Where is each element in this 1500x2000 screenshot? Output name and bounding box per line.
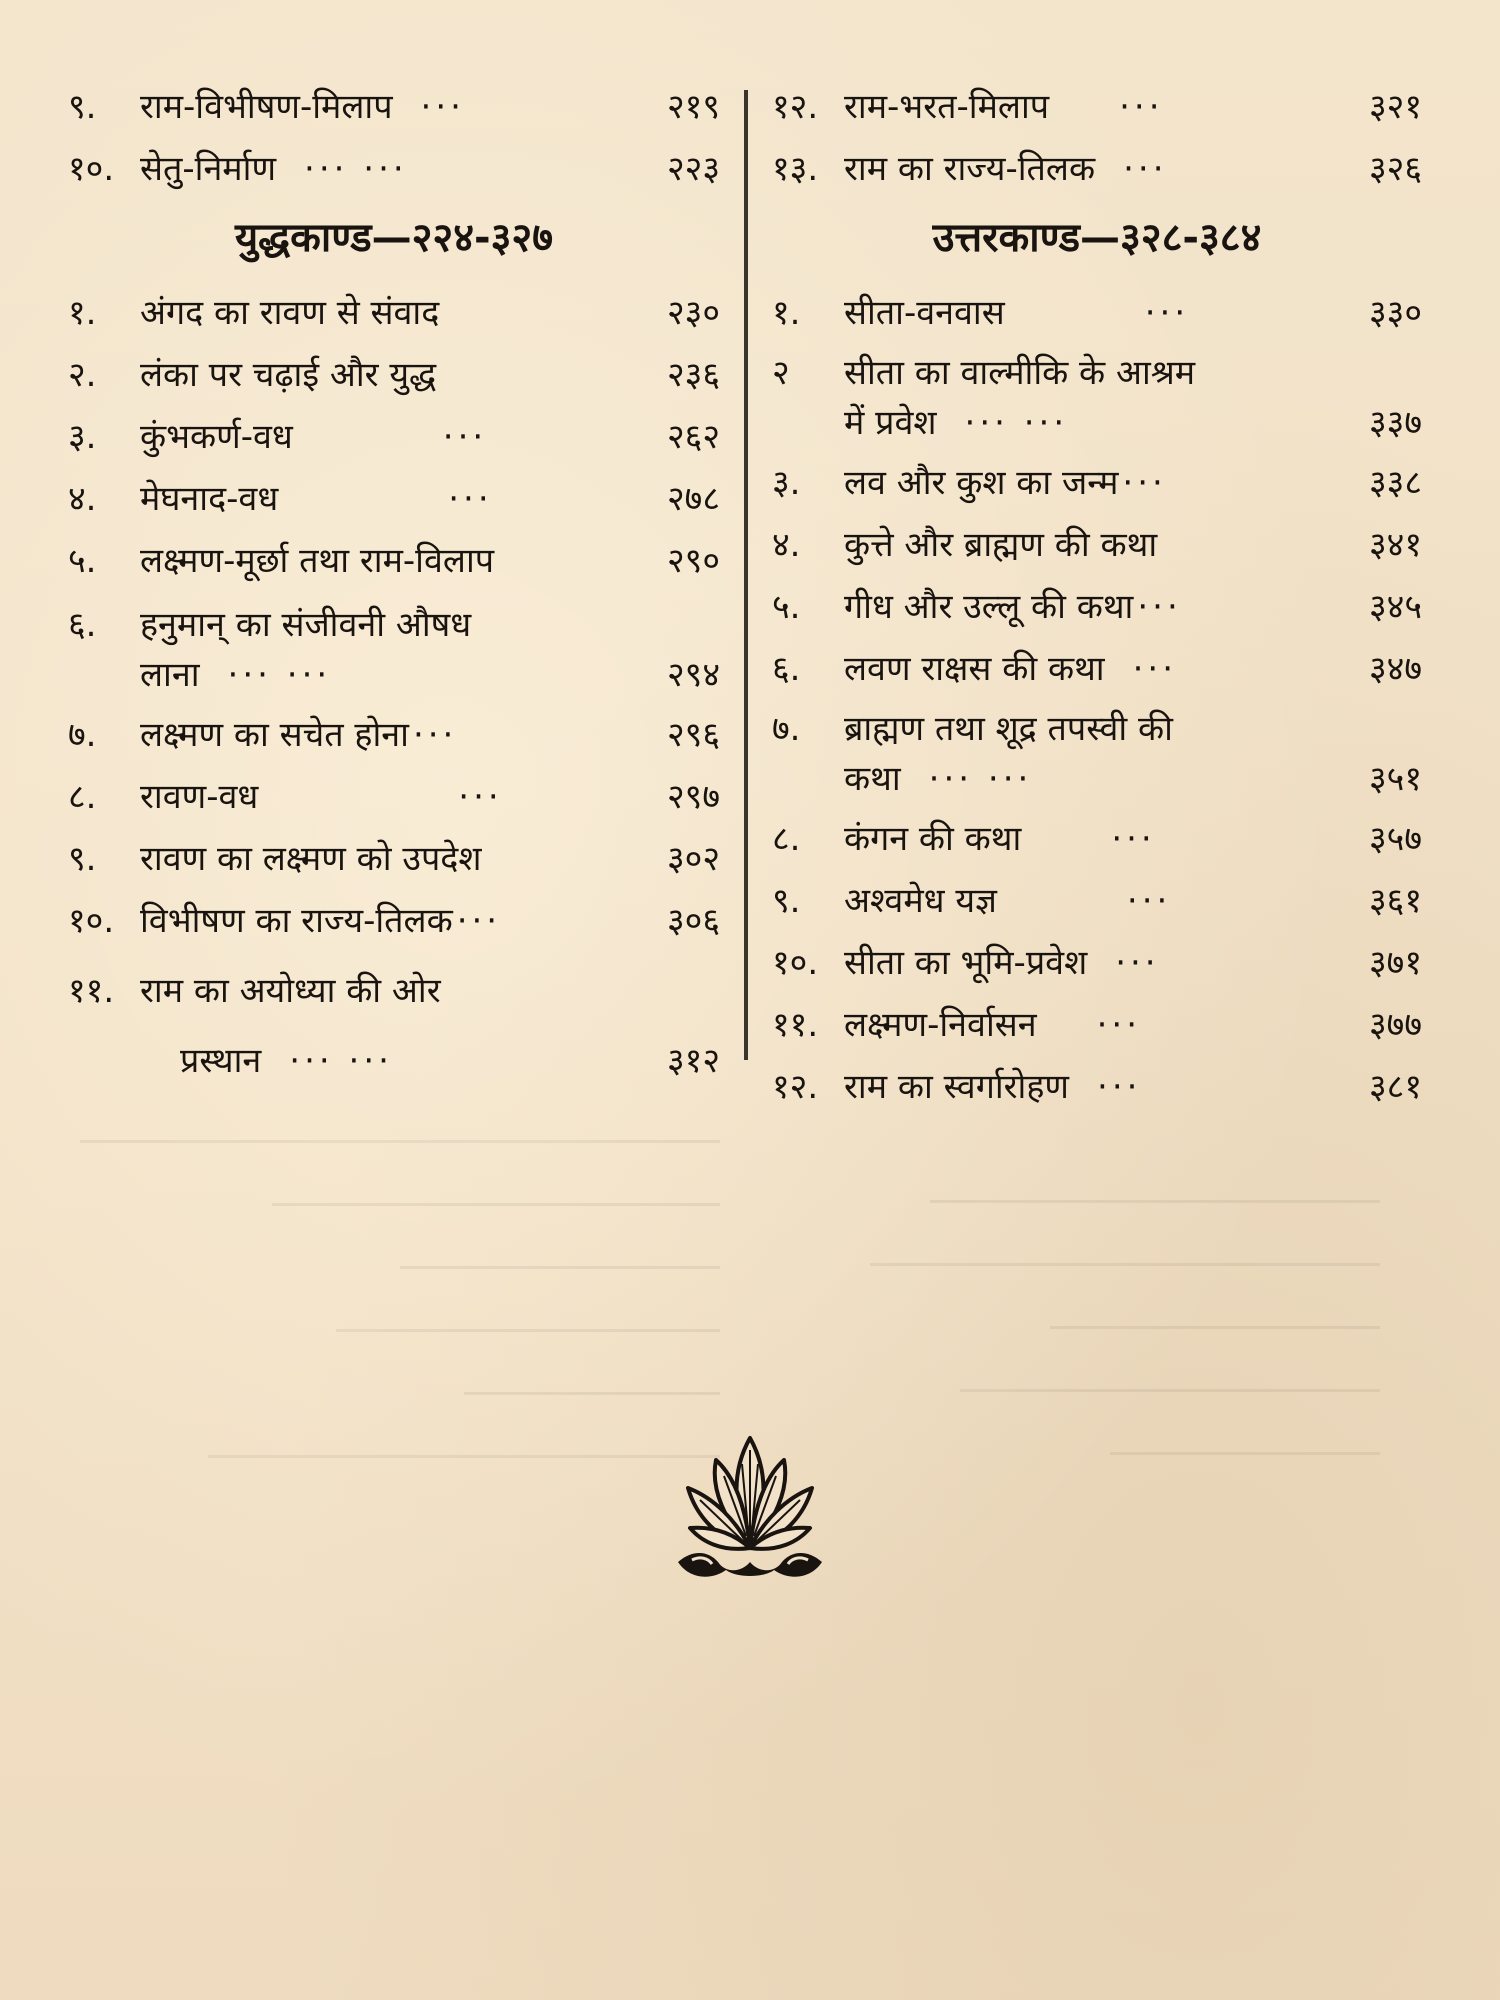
entry-page: ३५७ [1368,819,1422,859]
toc-entry [68,80,720,134]
entry-page: ३२१ [1368,87,1422,127]
entry-page: ३४७ [1368,649,1422,689]
lotus-icon [670,1430,830,1580]
toc-entry [68,832,720,886]
entry-page: ३३८ [1368,463,1422,503]
toc-entry [772,874,1422,928]
entry-page: २९४ [666,655,720,695]
toc-entry [772,80,1422,134]
leader-dots: ··· [1123,149,1168,189]
toc-entry [68,894,720,948]
leader-dots: ··· [1122,463,1167,503]
entry-number: २. [68,355,97,395]
toc-entry [772,642,1422,696]
entry-page: ३६१ [1368,881,1422,921]
leader-dots: ··· ··· [289,1041,393,1081]
entry-number: ९. [772,881,801,921]
leader-dots: ··· [448,479,493,519]
leader-dots: ··· ··· [928,759,1033,799]
entry-number: १२. [772,1067,819,1107]
entry-page: २२३ [666,149,720,189]
leader-dots: ··· [1144,293,1190,333]
entry-title-line2: में प्रवेश [844,403,937,443]
entry-number: २ [772,353,790,393]
entry-title-line2: कथा [844,759,901,799]
entry-number: ४. [68,479,97,519]
entry-title: लव और कुश का जन्म [844,463,1119,503]
entry-number: ३. [772,463,801,503]
toc-entry [68,600,720,700]
toc-entry [772,142,1422,196]
toc-entry [68,142,720,196]
entry-title: राम-भरत-मिलाप [844,87,1050,127]
entry-number: ६. [68,605,97,645]
entry-title: गीध और उल्लू की कथा [844,587,1134,627]
entry-page: ३७७ [1368,1005,1422,1045]
leader-dots: ··· ··· [227,655,332,695]
leader-dots: ··· ··· [304,149,408,189]
section-heading: उत्तरकाण्ड—३२८-३८४ [932,215,1262,261]
entry-title: राम का अयोध्या की ओर [140,971,441,1011]
leader-dots: ··· [1111,819,1156,859]
entry-title: हनुमान् का संजीवनी औषध [140,605,472,645]
toc-entry [772,580,1422,634]
entry-page: २३६ [666,355,720,395]
entry-title: रावण-वध [140,777,259,817]
entry-title: राम का स्वर्गारोहण [844,1067,1070,1107]
toc-entry [772,1060,1422,1114]
leader-dots: ··· [458,777,503,817]
entry-page: ३०६ [666,901,720,941]
column-divider [744,90,748,1060]
entry-number: १३. [772,149,819,189]
toc-entry [68,410,720,464]
toc-entry [68,534,720,588]
leader-dots: ··· [420,87,465,127]
entry-page: २९६ [666,715,720,755]
entry-page: ३७१ [1368,943,1422,983]
entry-number: ९. [68,87,97,127]
entry-title: सीता-वनवास [844,293,1005,333]
entry-page: ३३० [1368,293,1422,333]
entry-number: १०. [68,901,115,941]
entry-title: कुत्ते और ब्राह्मण की कथा [844,525,1158,565]
entry-title: लंका पर चढ़ाई और युद्ध [140,355,437,395]
entry-number: ७. [68,715,97,755]
leader-dots: ··· [1132,649,1178,689]
entry-page: २९० [666,541,720,581]
entry-page: २९७ [666,777,720,817]
entry-title: कंगन की कथा [844,819,1022,859]
leader-dots: ··· [1119,87,1164,127]
leader-dots: ··· [1097,1067,1142,1107]
entry-page: ३४१ [1368,525,1422,565]
entry-number: ८. [68,777,97,817]
left-column [68,80,720,1104]
entry-title: राम-विभीषण-मिलाप [140,87,393,127]
entry-title: सेतु-निर्माण [140,149,277,189]
leader-dots: ··· ··· [964,403,1069,443]
toc-entry [772,998,1422,1052]
entry-page: २६२ [666,417,720,457]
toc-entry [772,936,1422,990]
leader-dots: ··· [412,715,458,755]
entry-number: ३. [68,417,97,457]
entry-number: १०. [68,149,115,189]
entry-page: २१९ [666,87,720,127]
toc-entry [772,348,1422,448]
toc-entry [772,518,1422,572]
leader-dots: ··· [1126,881,1172,921]
entry-title: लक्ष्मण-निर्वासन [844,1005,1037,1045]
entry-page: ३१२ [666,1041,720,1081]
entry-number: ६. [772,649,801,689]
entry-page: २३० [666,293,720,333]
toc-entry [772,456,1422,510]
entry-title: अश्वमेध यज्ञ [844,881,997,921]
entry-number: ७. [772,709,801,749]
entry-number: १. [68,293,97,333]
entry-title: रावण का लक्ष्मण को उपदेश [140,839,482,879]
leader-dots: ··· [442,417,488,457]
entry-number: ९. [68,839,97,879]
leader-dots: ··· [1096,1005,1142,1045]
entry-title-line2: प्रस्थान [180,1041,262,1081]
toc-entry [68,770,720,824]
toc-entry [68,472,720,526]
right-column [772,80,1422,1122]
toc-entry [68,348,720,402]
leader-dots: ··· [1115,943,1160,983]
toc-entry [772,812,1422,866]
entry-title: राम का राज्य-तिलक [844,149,1096,189]
entry-page: ३२६ [1368,149,1422,189]
entry-title: लक्ष्मण का सचेत होना [140,715,409,755]
entry-title: ब्राह्मण तथा शूद्र तपस्वी की [844,709,1173,749]
entry-title: कुंभकर्ण-वध [140,417,293,457]
entry-title: विभीषण का राज्य-तिलक [140,901,453,941]
bleed-through-texture [80,1080,720,1580]
bleed-through-texture [780,1140,1380,1580]
entry-page: ३५१ [1368,759,1422,799]
entry-title: अंगद का रावण से संवाद [140,293,440,333]
entry-page: ३८१ [1368,1067,1422,1107]
toc-entry [68,956,720,1096]
entry-number: ४. [772,525,801,565]
entry-number: ११. [68,971,115,1011]
entry-title: सीता का भूमि-प्रवेश [844,943,1088,983]
toc-entry [772,286,1422,340]
toc-entry [68,286,720,340]
entry-number: ५. [772,587,801,627]
entry-number: ८. [772,819,801,859]
leader-dots: ··· [456,901,502,941]
entry-page: ३०२ [666,839,720,879]
entry-title-line2: लाना [140,655,200,695]
entry-page: २७८ [666,479,720,519]
entry-page: ३४५ [1368,587,1422,627]
entry-page: ३३७ [1368,403,1422,443]
toc-entry [772,704,1422,804]
entry-number: १. [772,293,801,333]
entry-title: लवण राक्षस की कथा [844,649,1105,689]
entry-number: ५. [68,541,97,581]
entry-title: लक्ष्मण-मूर्छा तथा राम-विलाप [140,541,495,581]
entry-title: सीता का वाल्मीकि के आश्रम [844,353,1196,393]
toc-entry [68,708,720,762]
entry-number: ११. [772,1005,819,1045]
entry-number: १२. [772,87,819,127]
section-heading: युद्धकाण्ड—२२४-३२७ [234,215,554,261]
leader-dots: ··· [1137,587,1182,627]
entry-title: मेघनाद-वध [140,479,279,519]
entry-number: १०. [772,943,819,983]
